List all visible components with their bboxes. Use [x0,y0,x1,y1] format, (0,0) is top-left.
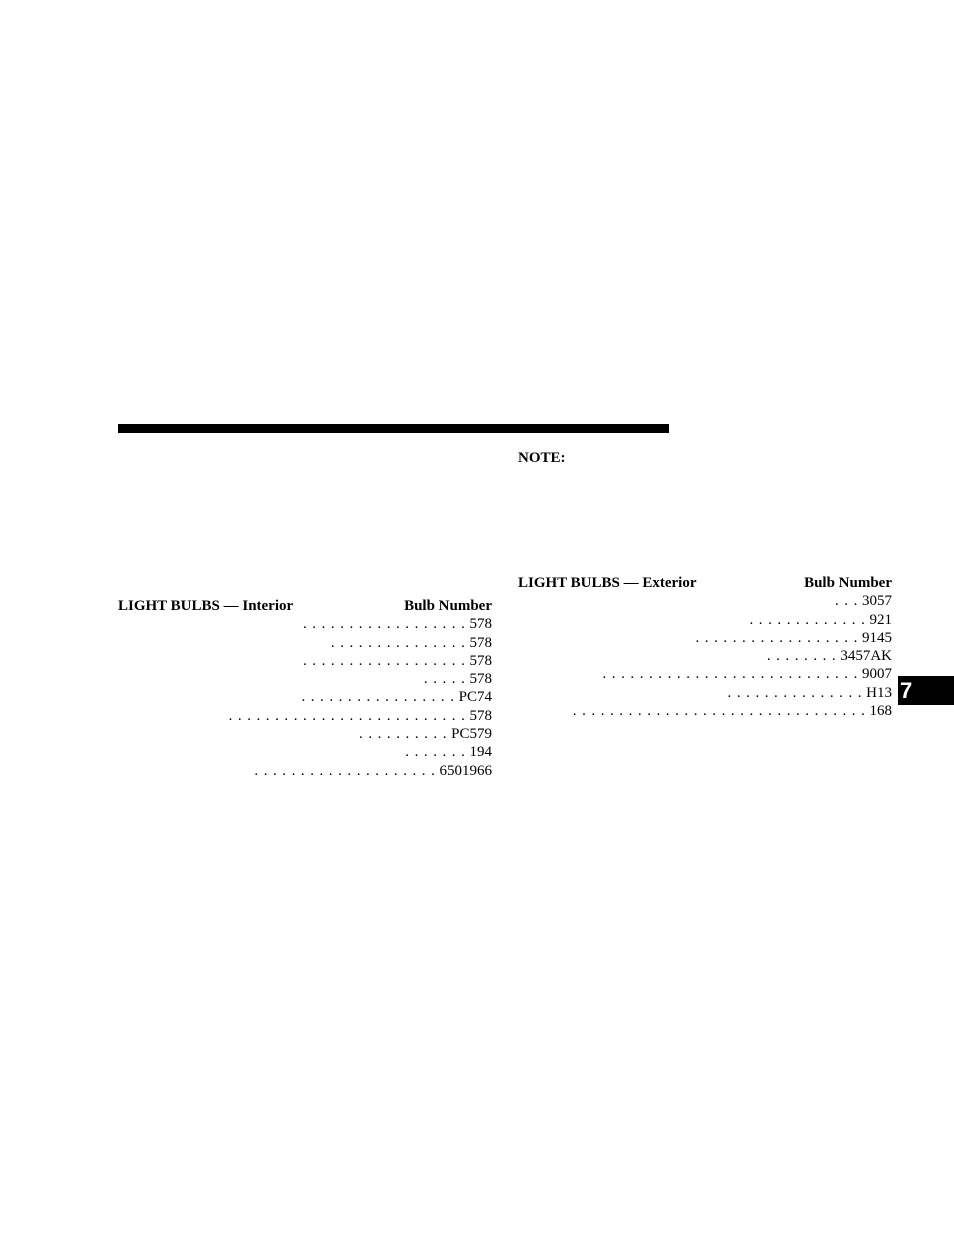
table-row [518,702,892,720]
dot-leader: . . . . . . . . . . . . . . . . . . . . [254,762,436,779]
dot-leader: . . . . . . . . . . [359,726,448,743]
section-divider-rule [118,424,669,433]
bulb-number: 3457AK [840,648,892,665]
bulb-number: PC74 [458,689,492,706]
note-label: NOTE: [518,450,566,466]
bulb-number: 578 [469,634,492,651]
table-row [118,743,492,761]
bulb-number: 9145 [862,629,892,646]
bulb-number: 578 [469,707,492,724]
table-row [118,725,492,743]
dot-leader: . . . . . . . . . . . . . . . . . . [303,652,466,669]
dot-leader: . . . . . . . . . . . . . . . [330,634,466,651]
table-row [518,647,892,665]
table-row [518,592,892,610]
table-row [118,762,492,780]
exterior-table-header [518,574,892,592]
dot-leader: . . . . . . . . . . . . . . . . . . [303,616,466,633]
bulb-number: PC579 [451,726,492,743]
dot-leader: . . . . . [423,671,466,688]
exterior-column-heading: Bulb Number [804,575,892,591]
dot-leader: . . . . . . . . . . . . . . . . . [301,689,455,706]
bulb-number: 578 [469,616,492,633]
table-row [118,634,492,652]
interior-table-header [118,597,492,615]
dot-leader: . . . . . . . . . . . . . . . . . . . . . . . . . . . . [602,666,859,683]
exterior-bulb-table [518,574,892,720]
exterior-heading: LIGHT BULBS — Exterior [518,575,697,591]
interior-column-heading: Bulb Number [404,598,492,614]
bulb-number: 921 [869,611,892,628]
dot-leader: . . . . . . . [405,744,466,761]
table-row [518,629,892,647]
bulb-number: H13 [866,684,892,701]
dot-leader: . . . . . . . . . . . . . . . . . . [695,629,859,646]
chapter-tab: 7 [898,676,954,705]
table-row [118,707,492,725]
table-row [118,652,492,670]
interior-bulb-table [118,597,492,780]
table-row [118,670,492,688]
table-row [518,665,892,683]
table-row [518,684,892,702]
bulb-number: 3057 [862,593,892,610]
dot-leader: . . . . . . . . . . . . . . . . . . . . . . . . . . . . . . . . [572,703,866,720]
table-row [518,611,892,629]
dot-leader: . . . . . . . . . . . . . . . [727,684,863,701]
interior-heading: LIGHT BULBS — Interior [118,598,294,614]
bulb-number: 6501966 [439,762,492,779]
bulb-number: 578 [469,671,492,688]
dot-leader: . . . . . . . . . . . . . [749,611,866,628]
dot-leader: . . . . . . . . [766,648,837,665]
dot-leader: . . . [835,593,859,610]
bulb-number: 578 [469,652,492,669]
bulb-number: 194 [469,744,492,761]
dot-leader: . . . . . . . . . . . . . . . . . . . . . . . . . . [228,707,466,724]
bulb-number: 9007 [862,666,892,683]
table-row [118,688,492,706]
table-row [118,615,492,633]
bulb-number: 168 [869,703,892,720]
